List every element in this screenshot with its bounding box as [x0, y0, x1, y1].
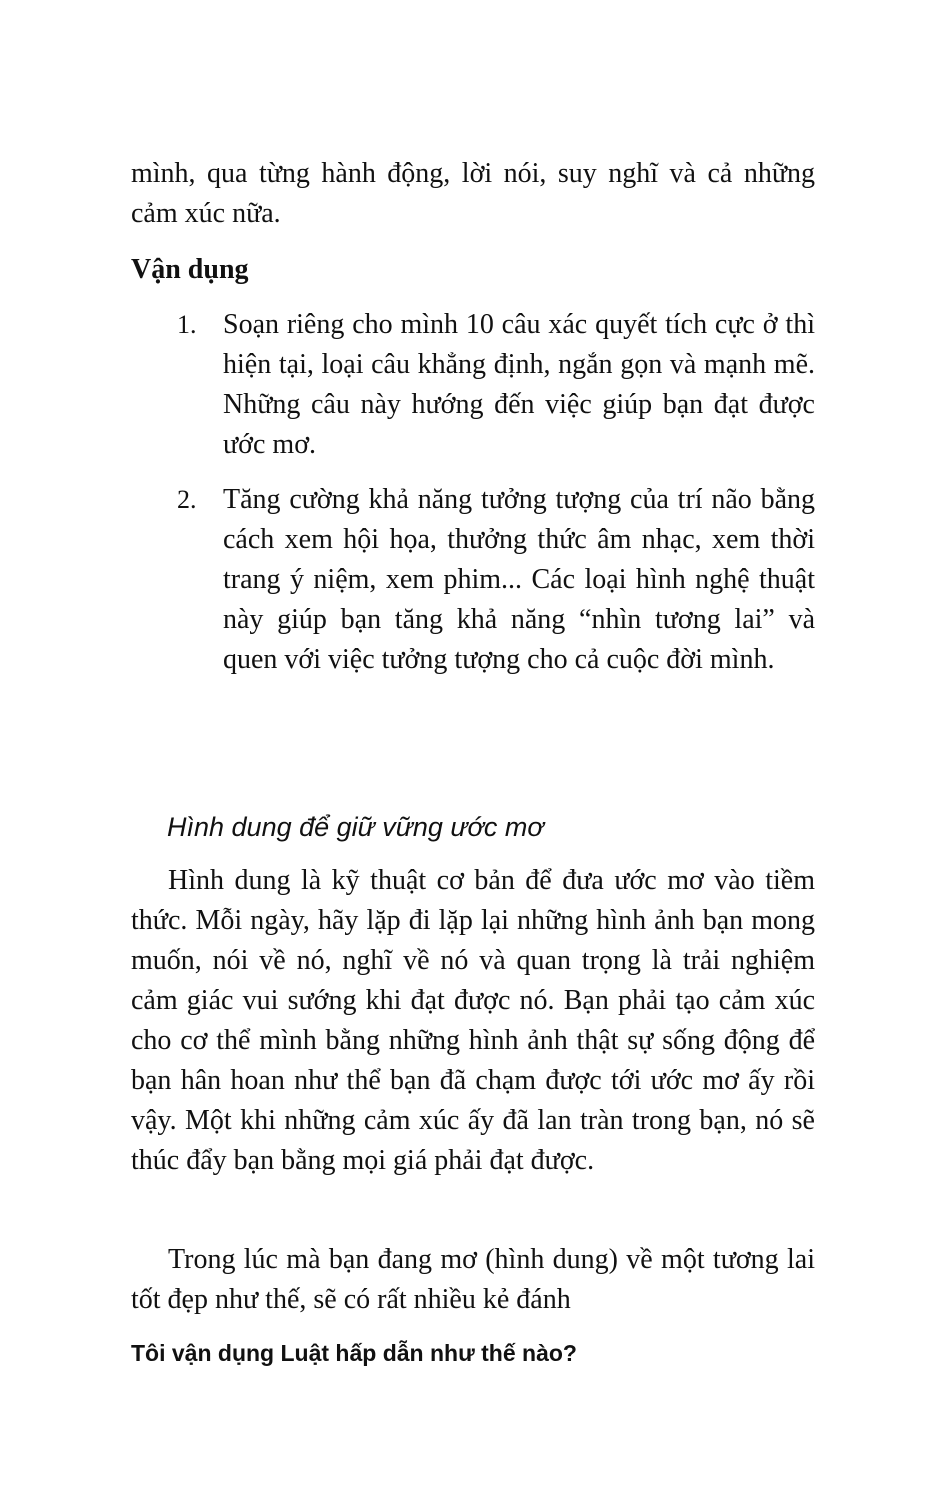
body-paragraph: Trong lúc mà bạn đang mơ (hình dung) về một tương lai tốt đẹp như thế, sẽ có rất nhiều kẻ đánh — [131, 1244, 815, 1315]
section-title: Hình dung để giữ vững ước mơ — [167, 812, 544, 842]
list-item — [131, 305, 815, 465]
list-item-text: Tăng cường khả năng tưởng tượng của trí não bằng cách xem hội họa, thưởng thức âm nhạc, xem thời trang ý niệm, xem phim... Các loại hình nghệ thuật này giúp bạn tăng khả năng “nhìn tương lai” và quen với việc tưởng tượng cho cả cuộc đời mình. — [223, 484, 815, 675]
intro-paragraph: mình, qua từng hành động, lời nói, suy nghĩ và cả những cảm xúc nữa. — [131, 158, 815, 229]
body-paragraph: Hình dung là kỹ thuật cơ bản để đưa ước mơ vào tiềm thức. Mỗi ngày, hãy lặp đi lặp lại những hình ảnh bạn mong muốn, nói về nó, nghĩ về nó và quan trọng là trải nghiệm cảm giác vui sướng khi đạt được nó. Bạn phải tạo cảm xúc cho cơ thể mình bằng những hình ảnh thật sự sống động để bạn hân hoan như thể bạn đã chạm được tới ước mơ ấy rồi vậy. Một khi những cảm xúc ấy đã lan tràn trong bạn, nó sẽ thúc đẩy bạn bằng mọi giá phải đạt được. — [131, 865, 815, 1176]
list-item — [131, 480, 815, 680]
page-footer-title: Tôi vận dụng Luật hấp dẫn như thế nào? — [131, 1340, 577, 1366]
list-item-number: 2. — [177, 485, 197, 514]
application-list — [131, 305, 815, 680]
list-item-text: Soạn riêng cho mình 10 câu xác quyết tích cực ở thì hiện tại, loại câu khẳng định, ngắn gọn và mạnh mẽ. Những câu này hướng đến việc giúp bạn đạt được ước mơ. — [223, 309, 815, 460]
list-item-number: 1. — [177, 310, 197, 339]
application-heading: Vận dụng — [131, 254, 249, 285]
